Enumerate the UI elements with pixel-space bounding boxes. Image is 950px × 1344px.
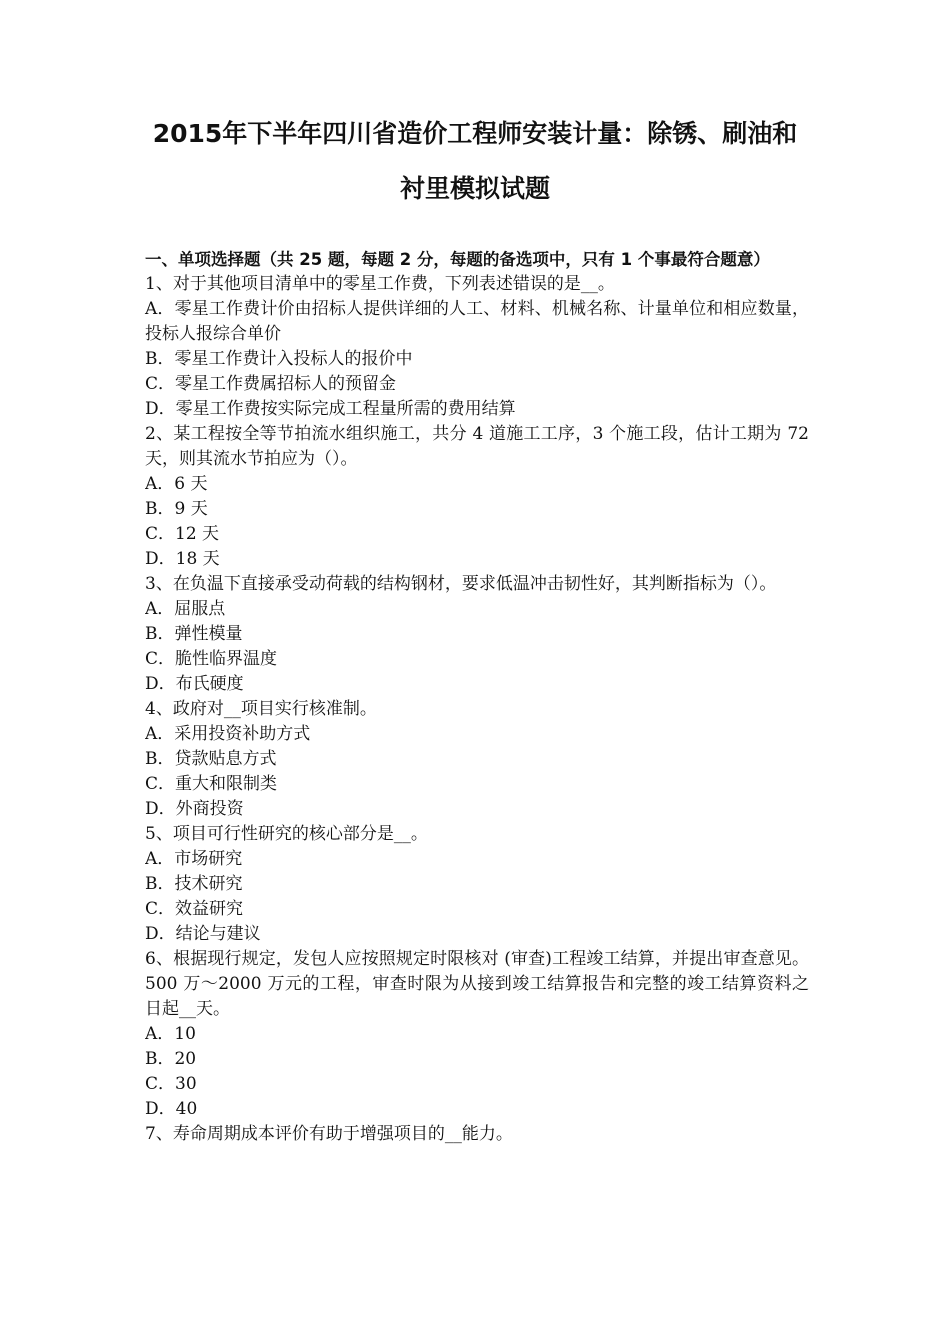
question-option: D．布氏硬度 — [145, 674, 244, 694]
question-option: B．贷款贴息方式 — [145, 749, 277, 769]
document-body — [145, 247, 809, 1147]
question-option: C．30 — [145, 1074, 197, 1094]
question-stem: 1、对于其他项目清单中的零星工作费，下列表述错误的是__。 — [145, 274, 615, 294]
question-option: A．6 天 — [145, 474, 208, 494]
question-option: D．40 — [145, 1099, 198, 1119]
question-option: C．12 天 — [145, 524, 220, 544]
question-option: B．20 — [145, 1049, 197, 1069]
question-stem: 7、寿命周期成本评价有助于增强项目的__能力。 — [145, 1124, 513, 1144]
question-option: D．18 天 — [145, 549, 220, 569]
question-option: D．零星工作费按实际完成工程量所需的费用结算 — [145, 399, 516, 419]
question-option: B．技术研究 — [145, 874, 243, 894]
question-option: D．结论与建议 — [145, 924, 261, 944]
question-stem: 3、在负温下直接承受动荷载的结构钢材，要求低温冲击韧性好，其判断指标为（）。 — [145, 574, 777, 594]
question-option: A．屈服点 — [145, 599, 226, 619]
document-title-line1: 2015年下半年四川省造价工程师安装计量：除锈、刷油和 — [152, 119, 798, 148]
document-title-line2: 衬里模拟试题 — [399, 174, 550, 203]
question-option: C．零星工作费属招标人的预留金 — [145, 374, 397, 394]
question-option: A．零星工作费计价由招标人提供详细的人工、材料、机械名称、计量单位和相应数量，投标人报综合单价 — [145, 299, 809, 344]
question-option: B．9 天 — [145, 499, 208, 519]
question-stem: 5、项目可行性研究的核心部分是__。 — [145, 824, 428, 844]
question-option: C．脆性临界温度 — [145, 649, 278, 669]
question-stem: 2、某工程按全等节拍流水组织施工，共分 4 道施工工序，3 个施工段，估计工期为 72 天，则其流水节拍应为（）。 — [145, 424, 809, 469]
question-option: A．市场研究 — [145, 849, 243, 869]
question-option: B．零星工作费计入投标人的报价中 — [145, 349, 413, 369]
question-option: B．弹性模量 — [145, 624, 243, 644]
question-option: D．外商投资 — [145, 799, 244, 819]
question-option: C．效益研究 — [145, 899, 244, 919]
question-option: A．采用投资补助方式 — [145, 724, 311, 744]
question-stem: 6、根据现行规定，发包人应按照规定时限核对 (审查)工程竣工结算，并提出审查意见。500 万～2000 万元的工程，审查时限为从接到竣工结算报告和完整的竣工结算资料之日起__天。 — [145, 949, 809, 1019]
question-option: C．重大和限制类 — [145, 774, 278, 794]
section-header: 一、单项选择题（共 25 题，每题 2 分，每题的备选项中，只有 1 个事最符合题意） — [145, 250, 770, 269]
question-option: A．10 — [145, 1024, 196, 1044]
question-stem: 4、政府对__项目实行核准制。 — [145, 699, 377, 719]
